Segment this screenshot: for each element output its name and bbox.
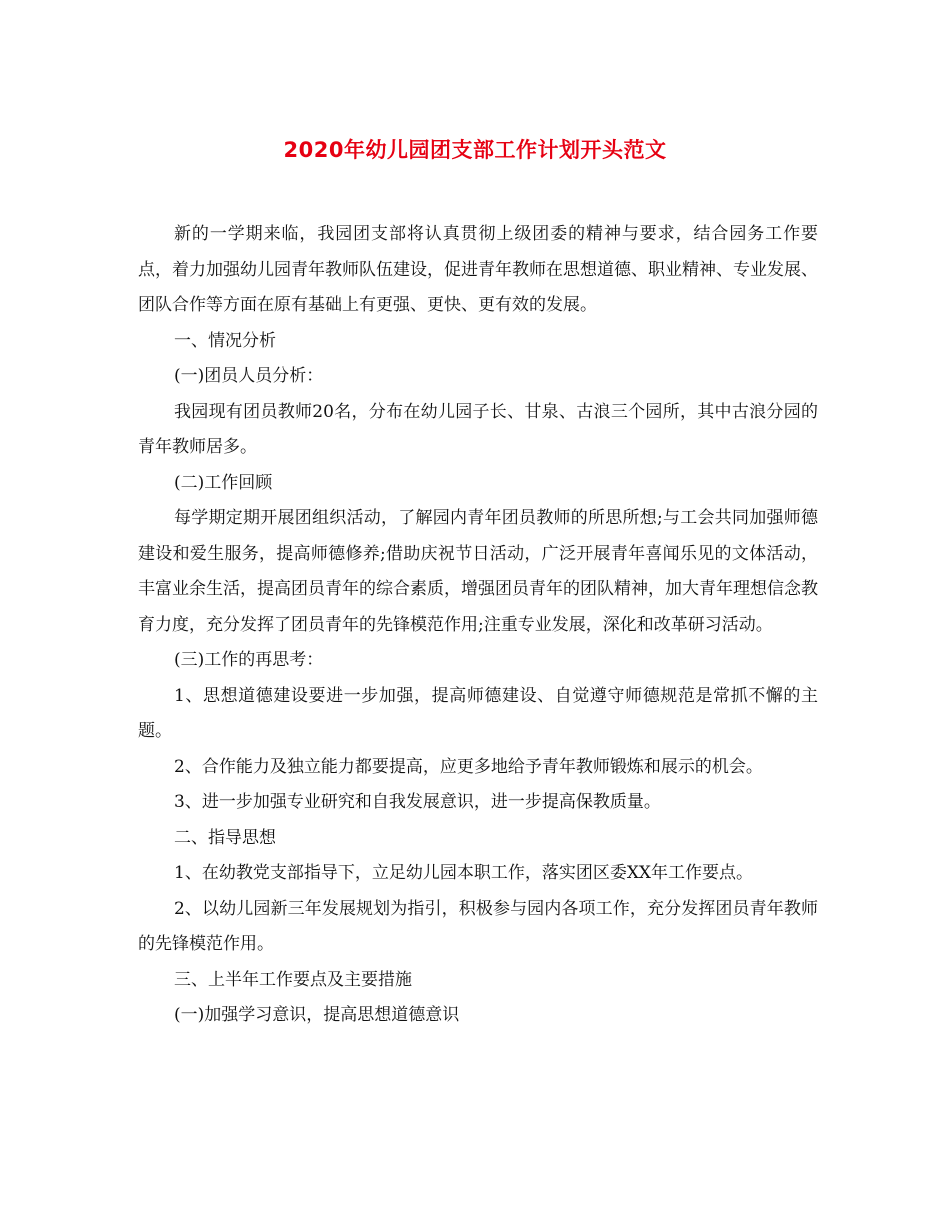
list-item-rethinking-2: 2、合作能力及独立能力都要提高，应更多地给予青年教师锻炼和展示的机会。 — [174, 756, 763, 777]
section-heading-guiding-ideology: 二、指导思想 — [174, 827, 276, 848]
subheading-study-awareness: (一)加强学习意识，提高思想道德意识 — [174, 1005, 460, 1025]
subheading-rethinking: (三)工作的再思考： — [174, 650, 324, 670]
list-item-guiding-2: 2、以幼儿园新三年发展规划为指引，积极参与园内各项工作，充分发挥团员青年教师的先锋模范作用。 — [138, 898, 818, 954]
list-item-rethinking-1: 1、思想道德建设要进一步加强，提高师德建设、自觉遵守师德规范是常抓不懈的主题。 — [138, 685, 818, 741]
subheading-work-review: (二)工作回顾 — [174, 472, 273, 493]
paragraph-member-analysis: 我园现有团员教师20名，分布在幼儿园子长、甘泉、古浪三个园所，其中古浪分园的青年教师居多。 — [138, 401, 818, 457]
section-heading-work-points: 三、上半年工作要点及主要措施 — [174, 969, 412, 990]
subheading-member-analysis: (一)团员人员分析： — [174, 366, 324, 386]
paragraph-intro: 新的一学期来临，我园团支部将认真贯彻上级团委的精神与要求，结合园务工作要点，着力加强幼儿园青年教师队伍建设，促进青年教师在思想道德、职业精神、专业发展、团队合作等方面在原有基础上有更强、更快、更有效的发展。 — [138, 224, 818, 315]
paragraph-work-review: 每学期定期开展团组织活动，了解园内青年团员教师的所思所想;与工会共同加强师德建设和爱生服务，提高师德修养;借助庆祝节日活动，广泛开展青年喜闻乐见的文体活动，丰富业余生活，提高团员青年的综合素质，增强团员青年的团队精神，加大青年理想信念教育力度，充分发挥了团员青年的先锋模范作用;注重专业发展，深化和改革研习活动。 — [138, 508, 818, 635]
list-item-guiding-1: 1、在幼教党支部指导下，立足幼儿园本职工作，落实团区委XX年工作要点。 — [174, 863, 754, 883]
document-body — [138, 217, 818, 1034]
document-title: 2020年幼儿园团支部工作计划开头范文 — [283, 138, 667, 162]
section-heading-situation-analysis: 一、情况分析 — [174, 330, 276, 351]
list-item-rethinking-3: 3、进一步加强专业研究和自我发展意识，进一步提高保教质量。 — [174, 792, 661, 812]
